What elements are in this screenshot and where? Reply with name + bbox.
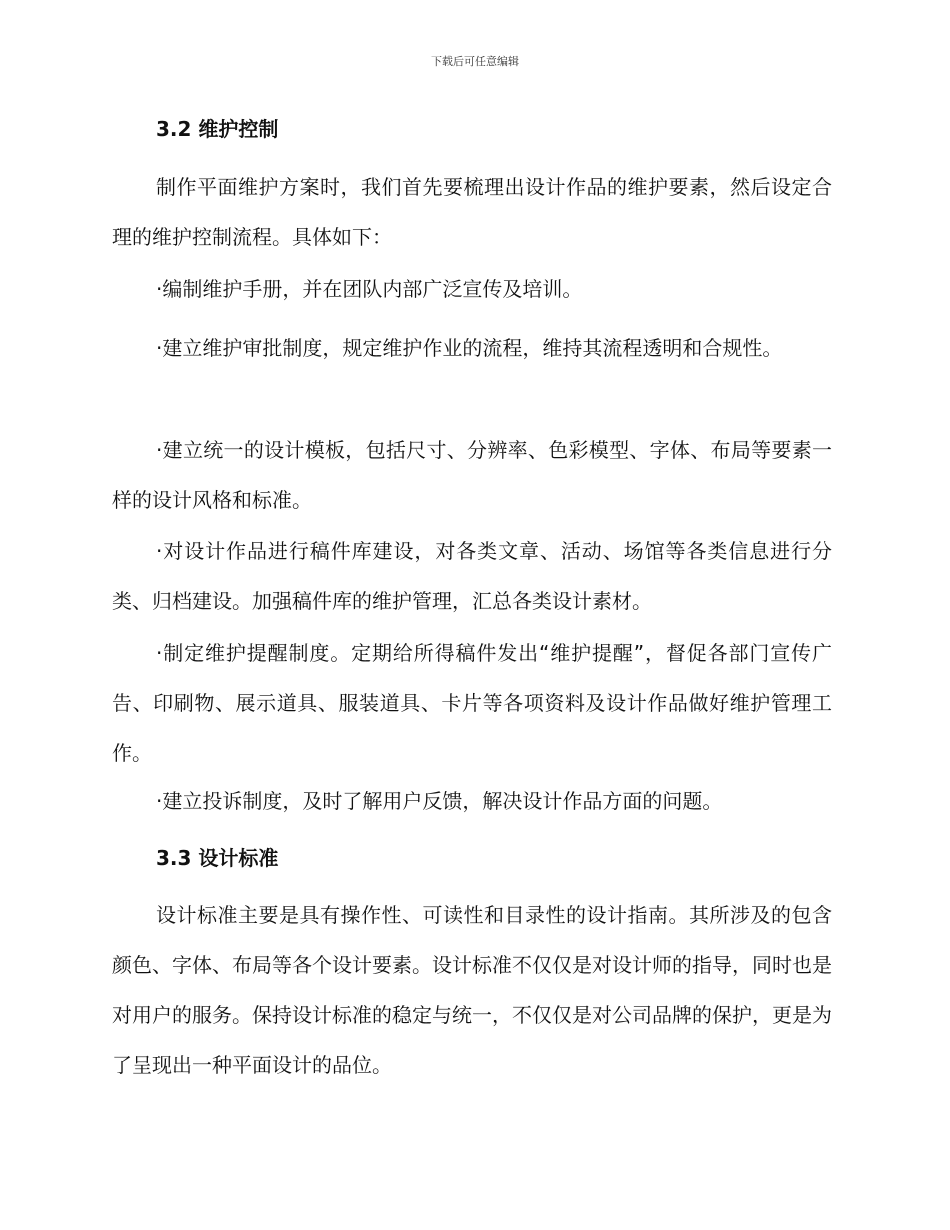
section-heading-3-2: 3.2 维护控制 xyxy=(156,117,279,141)
section-heading-3-3: 3.3 设计标准 xyxy=(156,846,279,870)
bullet-item: ·对设计作品进行稿件库建设，对各类文章、活动、场馆等各类信息进行分类、归档建设。加强稿件库的维护管理，汇总各类设计素材。 xyxy=(112,539,832,613)
header-note: 下载后可任意编辑 xyxy=(431,55,519,68)
bullet-item: ·建立投诉制度，及时了解用户反馈，解决设计作品方面的问题。 xyxy=(156,789,723,813)
bullet-item: ·建立统一的设计模板，包括尺寸、分辨率、色彩模型、字体、布局等要素一样的设计风格和标准。 xyxy=(112,438,832,512)
bullet-item: ·建立维护审批制度，规定维护作业的流程，维持其流程透明和合规性。 xyxy=(156,336,783,360)
bullet-item: ·编制维护手册，并在团队内部广泛宣传及培训。 xyxy=(156,277,583,301)
section-body-paragraph: 设计标准主要是具有操作性、可读性和目录性的设计指南。其所涉及的包含颜色、字体、布局等各个设计要素。设计标准不仅仅是对设计师的指导，同时也是对用户的服务。保持设计标准的稳定与统一，不仅仅是对公司品牌的保护，更是为了呈现出一种平面设计的品位。 xyxy=(112,903,832,1077)
section-intro-paragraph: 制作平面维护方案时，我们首先要梳理出设计作品的维护要素，然后设定合理的维护控制流程。具体如下： xyxy=(112,175,832,249)
bullet-item: ·制定维护提醒制度。定期给所得稿件发出“维护提醒”，督促各部门宣传广告、印刷物、展示道具、服装道具、卡片等各项资料及设计作品做好维护管理工作。 xyxy=(112,641,832,765)
